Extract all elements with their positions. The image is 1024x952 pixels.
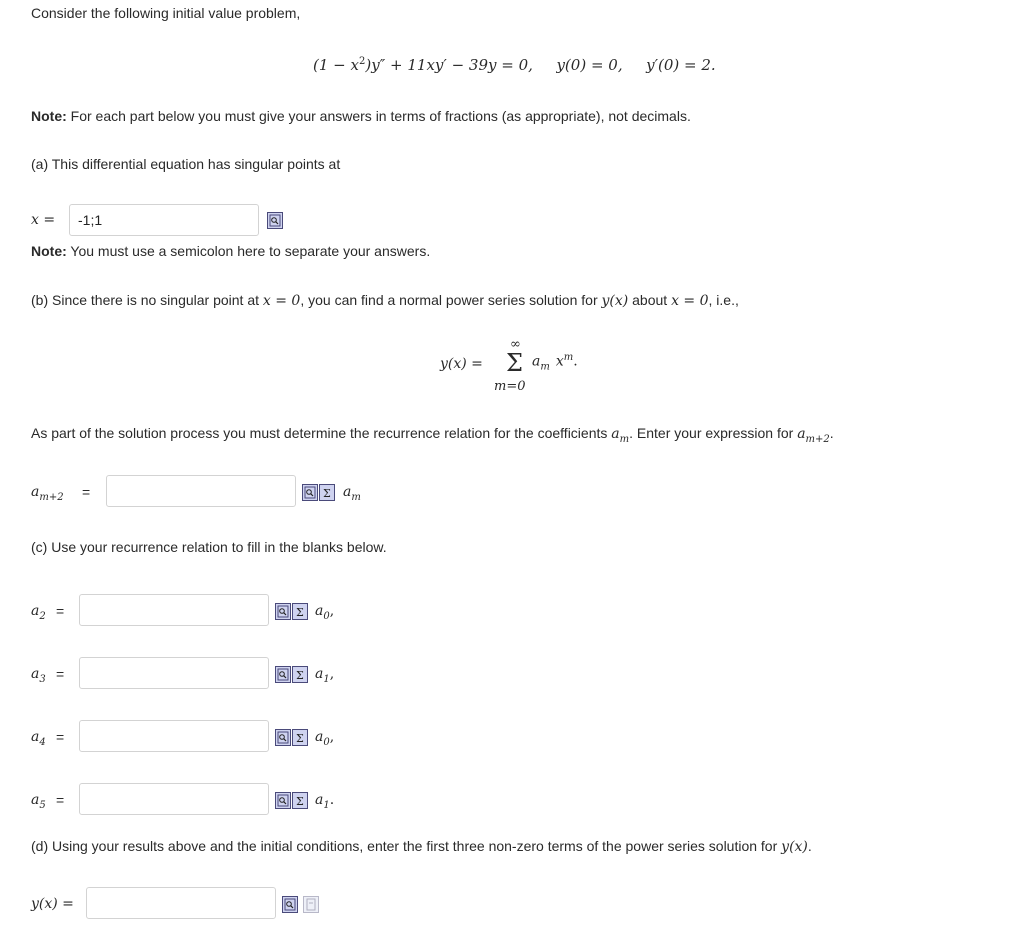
equation-lhs-b: )y″ + 11xy′ − 39y = 0, [365, 56, 533, 74]
main-equation [313, 56, 716, 74]
coefficient-rhs: $a_0$, [315, 729, 335, 748]
math-yx: y(x) [601, 293, 629, 309]
recurrence-prompt [31, 425, 834, 445]
equation-lhs-a: (1 − x [313, 56, 359, 74]
note-label: Note: [31, 108, 67, 124]
math-yx: y(x) [781, 839, 808, 855]
prompt-text: (b) Since there is no singular point at [31, 292, 263, 308]
preview-icon[interactable] [302, 484, 318, 501]
note-text: For each part below you must give your answers in terms of fractions (as appropriate), not decimals. [66, 108, 691, 124]
prompt-text: , you can find a normal power series solution for [300, 292, 602, 308]
math-x0: x = 0 [671, 293, 709, 309]
preview-icon[interactable] [275, 792, 291, 809]
coefficient-rhs: $a_0$, [315, 603, 335, 622]
coefficient-lhs: $a_3$ [31, 666, 46, 685]
part-b-prompt [31, 292, 739, 309]
coefficient-lhs: $a_2$ [31, 603, 46, 622]
equation-editor-icon[interactable] [319, 484, 335, 501]
prompt-text: As part of the solution process you must determine the recurrence relation for the coefficients [31, 425, 612, 441]
equals-sign: = [56, 603, 65, 619]
coefficient-lhs: $a_4$ [31, 729, 46, 748]
semicolon-note [31, 243, 430, 259]
part-a-variable: x = [31, 212, 56, 228]
svg-text:Σ: Σ [323, 487, 331, 500]
series-term: $a_m$ $x^m$. [532, 352, 578, 373]
svg-text:Σ: Σ [296, 732, 304, 745]
series-lhs: y(x) = [440, 356, 483, 372]
fractions-note [31, 108, 691, 124]
equals-sign: = [56, 729, 65, 745]
svg-text:Σ: Σ [296, 606, 304, 619]
prompt-text: . Enter your expression for [629, 425, 798, 441]
equals-sign: = [82, 484, 91, 500]
initial-condition-2: y′(0) = 2. [646, 56, 716, 74]
sigma-symbol: Σ [506, 349, 523, 377]
prompt-text: about [628, 292, 672, 308]
math-x0: x = 0 [262, 293, 301, 309]
equals-sign: = [56, 792, 65, 808]
prompt-text: . [829, 425, 834, 441]
coefficient-input[interactable] [79, 594, 269, 626]
preview-icon[interactable] [267, 212, 283, 229]
info-icon[interactable] [303, 896, 319, 913]
equation-editor-icon[interactable] [292, 729, 308, 746]
prompt-text: . [807, 838, 812, 854]
prompt-text: , i.e., [708, 292, 739, 308]
equation-editor-icon[interactable] [292, 603, 308, 620]
intro-text: Consider the following initial value problem, [31, 5, 301, 21]
part-c-prompt: (c) Use your recurrence relation to fill in the blanks below. [31, 539, 387, 555]
solution-input[interactable] [86, 887, 276, 919]
preview-icon[interactable] [282, 896, 298, 913]
equals-sign: = [56, 666, 65, 682]
recurrence-rhs: $a_m$ [343, 484, 361, 503]
recurrence-lhs: $a_{m+2}$ [31, 484, 64, 503]
svg-text:Σ: Σ [296, 669, 304, 682]
part-d-prompt [31, 838, 812, 855]
preview-icon[interactable] [275, 666, 291, 683]
coefficient-lhs: $a_5$ [31, 792, 46, 811]
math-am2: $a_{m+2}$ [797, 426, 830, 445]
initial-condition-1: y(0) = 0, [556, 56, 623, 74]
svg-text:Σ: Σ [296, 795, 304, 808]
coefficient-input[interactable] [79, 657, 269, 689]
math-am: $a_m$ [611, 426, 630, 445]
coefficient-rhs: $a_1$. [315, 792, 335, 811]
sum-lower-limit: m=0 [494, 379, 526, 394]
equation-editor-icon[interactable] [292, 792, 308, 809]
part-a-prompt: (a) This differential equation has singular points at [31, 156, 341, 172]
preview-icon[interactable] [275, 603, 291, 620]
solution-lhs: y(x) = [31, 896, 74, 912]
coefficient-input[interactable] [79, 783, 269, 815]
recurrence-input[interactable] [106, 475, 296, 507]
note-label: Note: [31, 243, 67, 259]
equation-editor-icon[interactable] [292, 666, 308, 683]
equation-exponent: 2 [358, 56, 366, 67]
coefficient-rhs: $a_1$, [315, 666, 335, 685]
preview-icon[interactable] [275, 729, 291, 746]
prompt-text: (d) Using your results above and the initial conditions, enter the first three non-zero terms of the power series solution for [31, 838, 782, 854]
sum-upper-limit: ∞ [510, 337, 521, 352]
coefficient-input[interactable] [79, 720, 269, 752]
note-text: You must use a semicolon here to separate your answers. [66, 243, 431, 259]
singular-points-input[interactable] [69, 204, 259, 236]
